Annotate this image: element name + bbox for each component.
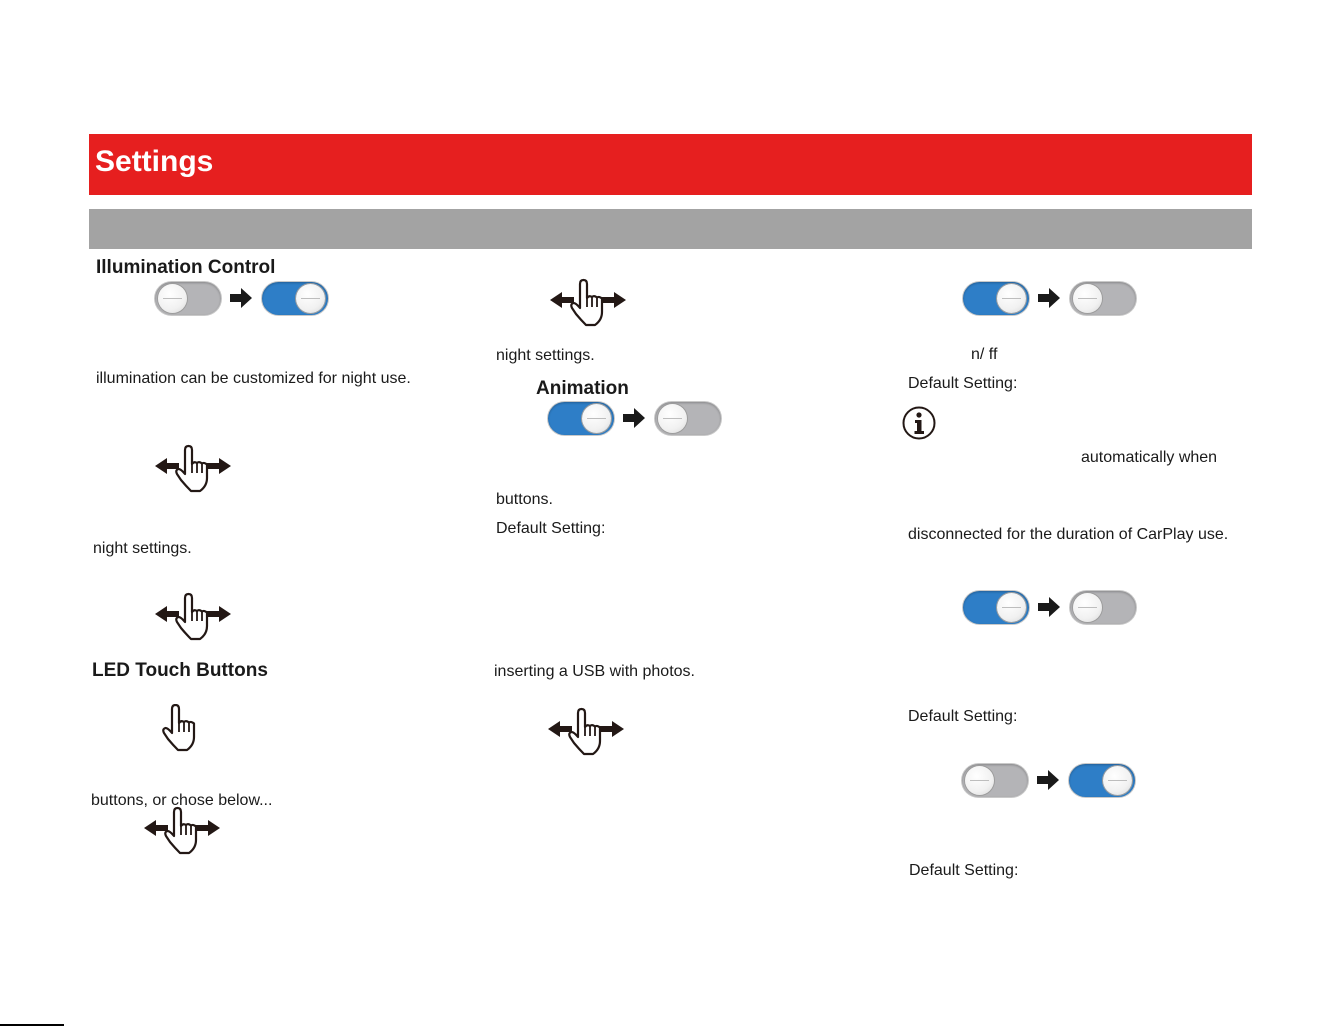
toggle-knob xyxy=(582,404,611,433)
illumination-description: illumination can be customized for night use. xyxy=(96,370,411,387)
toggle-switch-on xyxy=(1069,764,1135,797)
toggle-knob xyxy=(965,766,994,795)
toggle-right-1 xyxy=(963,280,1141,318)
buttons-text: buttons. xyxy=(496,491,553,508)
right-arrow-icon xyxy=(1038,288,1060,308)
automatically-text: automatically when xyxy=(1081,449,1218,466)
toggle-animation xyxy=(548,400,726,438)
night-settings-text-middle: night settings. xyxy=(496,347,595,364)
swipe-gesture-icon xyxy=(548,278,628,328)
toggle-knob xyxy=(1103,766,1132,795)
toggle-switch-off xyxy=(655,402,721,435)
heading-illumination-control: Illumination Control xyxy=(96,257,276,278)
toggle-switch-off xyxy=(962,764,1028,797)
night-settings-text-left: night settings. xyxy=(93,540,192,557)
default-setting-label: Default Setting: xyxy=(908,708,1018,725)
toggle-switch-off xyxy=(155,282,221,315)
toggle-switch-on xyxy=(262,282,328,315)
usb-photos-text: inserting a USB with photos. xyxy=(494,663,695,680)
toggle-right-2 xyxy=(963,589,1141,627)
heading-animation: Animation xyxy=(536,378,629,399)
section-banner xyxy=(89,134,1252,195)
page-title: Settings xyxy=(95,145,214,178)
default-setting-label: Default Setting: xyxy=(909,862,1019,879)
swipe-gesture-icon xyxy=(142,806,222,856)
toggle-knob xyxy=(997,593,1026,622)
swipe-gesture-icon xyxy=(153,444,233,494)
toggle-illumination xyxy=(155,280,333,318)
right-arrow-icon xyxy=(623,408,645,428)
toggle-knob xyxy=(296,284,325,313)
section-bar xyxy=(89,209,1252,249)
on-off-text: n/ ff xyxy=(971,346,998,363)
default-setting-label: Default Setting: xyxy=(908,375,1018,392)
disconnected-carplay-text: disconnected for the duration of CarPlay use. xyxy=(908,526,1229,543)
toggle-right-3 xyxy=(962,762,1140,800)
toggle-switch-on xyxy=(963,282,1029,315)
buttons-choose-text: buttons, or chose below... xyxy=(91,792,273,809)
right-arrow-icon xyxy=(1038,597,1060,617)
info-icon xyxy=(902,406,936,440)
right-arrow-icon xyxy=(1037,770,1059,790)
swipe-gesture-icon xyxy=(546,707,626,757)
default-setting-label: Default Setting: xyxy=(496,520,606,537)
right-arrow-icon xyxy=(230,288,252,308)
toggle-knob xyxy=(658,404,687,433)
toggle-switch-on xyxy=(963,591,1029,624)
tap-gesture-icon xyxy=(162,704,204,752)
toggle-switch-on xyxy=(548,402,614,435)
toggle-knob xyxy=(1073,593,1102,622)
toggle-knob xyxy=(1073,284,1102,313)
toggle-knob xyxy=(997,284,1026,313)
toggle-switch-off xyxy=(1070,282,1136,315)
toggle-knob xyxy=(158,284,187,313)
swipe-gesture-icon xyxy=(153,592,233,642)
footer-rule xyxy=(0,1024,64,1026)
toggle-switch-off xyxy=(1070,591,1136,624)
heading-led-touch-buttons: LED Touch Buttons xyxy=(92,660,268,681)
